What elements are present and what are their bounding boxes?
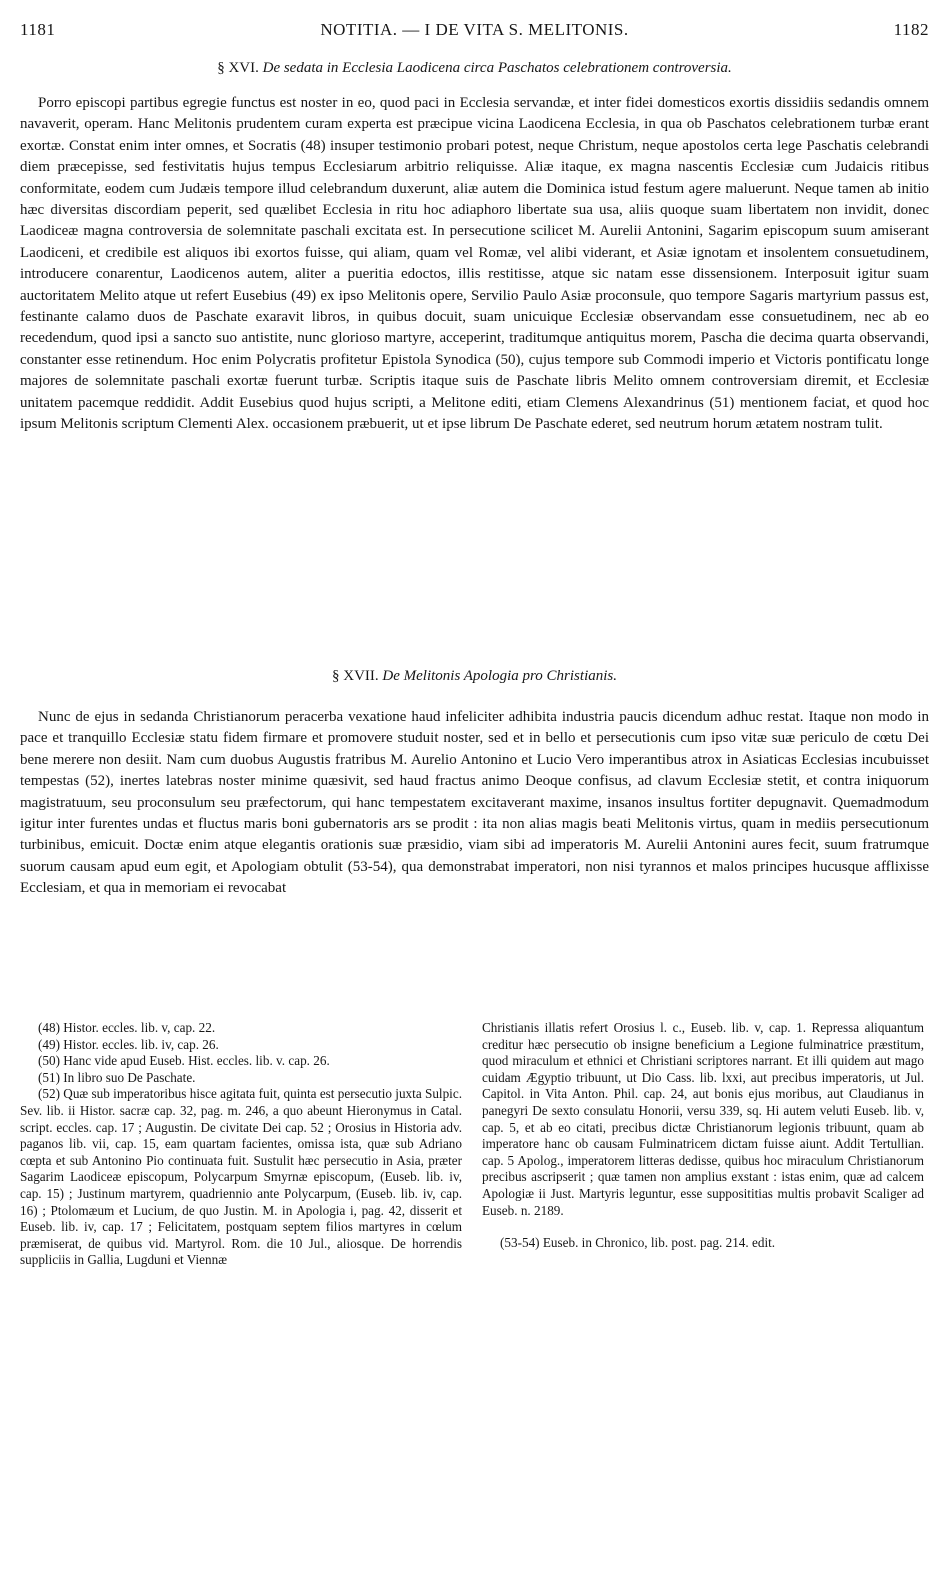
section-17-paragraph: Nunc de ejus in sedanda Christianorum peracerba vexatione haud infeliciter adhibita industria paucis dicendum adhuc restat. Itaque non modo in pace et tranquillo Ecclesiæ statu fidem firmare et promovere studuit noster, sed et in bello et persecutionis cum ipso vitæ suæ periculo de cœtu Dei bene merere non desiit. Nam cum duobus Augustis fratribus M. Aurelio Antonino et Lucio Vero imperantibus atrox in Asiaticas Ecclesias incubuisset tempestas (52), inertes latebras noster minime quæsivit, sed haud fractus animo Deoque confisus, ad clavum Ecclesiæ stetit, et contra iniquorum magistratuum, seu proconsulum seu præfectorum, qui hanc tempestatem excitaverant maxime, insanos insultus fortiter depugnavit. Quemadmodum igitur inter furentes undas et fluctus maris boni gubernatoris ars se prodit : ita non alias magis beati Melitonis virtus, quam in mediis persecutionum turbinibus, emicuit. Doctæ enim atque elegantis orationis suæ præsidio, viam sibi ad imperatoris M. Aurelii Antonini aures fecit, suum fratrumque suorum causam apud eum egit, et Apologiam obtulit (53-54), qua demonstrabat imperatori, non nisi tyrannos et malos principes hucusque afflixisse Ecclesiam, et qua in memoriam ei revocabat <box>20 709 929 897</box>
section-number: § XVII. <box>331 668 379 684</box>
section-16-paragraph: Porro episcopi partibus egregie functus est noster in eo, quod paci in Ecclesia servandæ, et inter fidei domesticos exortis dissidiis sedandis omnem navaverit, operam. Hanc Melitonis prudentem curam experta est præcipue vicina Laodicena Ecclesia, in qua ob Paschatos celebrationem turbæ erant exortæ. Constat enim inter omnes, et Socratis (48) insuper testimonio probari potest, neque Christum, neque apostolos certa lege Paschatis celebrandi diem præcepisse, sed festivitatis hujus tempus Ecclesiarum arbitrio reliquisse. Aliæ itaque, ex magna nascentis Ecclesiæ cum Judaicis ritibus conformitate, eodem cum Judæis tempore illud celebrandum duxerunt, aliæ autem die Dominica istud festum agere maluerunt. Neque tamen ab initio hæc diversitas discordiam peperit, sed quælibet Ecclesia in ritu hoc adiaphoro libertate sua usa, aliis quoque suam libertatem non invidit, donec Laodiceæ magna controversia de solemnitate paschali excitata est. In persecutione scilicet M. Aurelii Antonini, Sagarim episcopum suum amiserant Laodiceni, et credibile est aliquos ibi exortos fuisse, qui aliam, quam vel Romæ, vel alibi viderant, et Asiæ ignotam et insolentem consuetudinem, introducere conarentur, Laodicenos autem, aliter a pueritia edoctos, illis restitisse, atque sic natam esse dissensionem. Interposuit igitur suam auctoritatem Melito atque ut refert Eusebius (49) ex ipso Melitonis opere, Servilio Paulo Asiæ proconsule, quo tempore Sagaris martyrium passus est, festinante calamo duos de Paschate exaravit libros, in quibus docuit, suam unicuique Ecclesiæ observandam esse consuetudinem, nec ab eo recedendum, quod ipsi a sancto suo antistite, nunc glorioso martyre, acceperint, traditumque antiquitus morem, Pascha die decima quarta observandi, constanter esse retinendum. Hoc enim Polycratis profitetur Epistola Synodica (50), cujus tempore sub Commodi imperio et Victoris pontificatu longe majores de solemnitate paschali exortæ fuerunt turbæ. Scriptis itaque suis de Paschate libris Melito omnem controversiam diremit, et Ecclesiæ unitatem pacemque reddidit. Addit Eusebius quod hujus scripti, a Melitone editi, etiam Clemens Alexandrinus (51) mentionem faciat, et quod hoc ipsum Melitonis scriptum Clementi Alex. occasionem præbuerit, ut et ipse librum De Paschate ederet, sed neutrum horum ætatem nostram tulit. <box>20 95 929 433</box>
footnote-52: (52) Quæ sub imperatoribus hisce agitata fuit, quinta est persecutio juxta Sulpic. Sev. lib. ii Histor. sacræ cap. 32, pag. m. 246, a quo abeunt Hieronymus in Catal. script. eccles. cap. 17 ; Augustin. De civitate Dei cap. 52 ; Orosius in Historia adv. paganos lib. vii, cap. 15, eam quartam facientes, omissa ista, quæ sub Adriano cœpta et sub Antonino Pio continuata fuit. Sustulit hæc persecutio in Asia, præter Sagarim Laodiceæ episcopum, Polycarpum Smyrnæ episcopum, (Euseb. lib. iv, cap. 15) ; Justinum martyrem, quadriennio ante Polycarpum, (Euseb. lib. iv, cap. 16) ; Ptolomæum et Lucium, de quo Justin. M. in Apologia i, pag. 42, disserit et Euseb. lib. iv, cap. 17 ; Felicitatem, postquam septem filios martyres in cœlum præmiserat, de quibus vid. Martyrol. Rom. die 10 Jul., aliosque. De horrendis suppliciis in Gallia, Lugduni et Viennæ <box>20 1086 462 1268</box>
footnote-48: (48) Histor. eccles. lib. v, cap. 22. <box>38 1020 216 1035</box>
footnotes-right-column <box>482 1020 924 1252</box>
section-title: De sedata in Ecclesia Laodicena circa Paschatos celebrationem controversia. <box>262 60 732 76</box>
running-header <box>20 20 929 44</box>
section-number: § XVI. <box>217 60 259 76</box>
footnote-51: (51) In libro suo De Paschate. <box>38 1069 196 1085</box>
column-number-right: 1182 <box>893 20 929 39</box>
column-number-left: 1181 <box>20 20 56 39</box>
footnote-52-continued: Christianis illatis refert Orosius l. c., Euseb. lib. v, cap. 1. Repressa aliquantum creditur hæc persecutio ob insigne beneficium a Legione fulminatrice præstitum, quod miraculum et ethnici et Christiani scriptores narrant. Et illi quidem aut mago cuidam Ægyptio tribuunt, ut Dio Cass. lib. lxxi, aut precibus imperatoris, ut Jul. Capitol. in Vita Anton. Phil. cap. 24, aut bonis ejus moribus, aut Claudianus in panegyri De sexto consulatu Honorii, versu 339, sq. Hi autem veluti Euseb. lib. v, cap. 5, et ab eo citati, precibus dictæ Christianorum legionis tribuunt, quam ab imperatore hanc ob causam Fulminatricem dictam fuisse aiunt. Addit Tertullian. cap. 5 Apolog., imperatorem litteras dedisse, quibus hoc miraculum Christianorum precibus ascripserit ; quæ tamen non amplius exstant : istas enim, quæ ad calcem Apologiæ ii Just. Martyris leguntur, esse supposititias multis probavit Scaliger ad Euseb. n. 2189. <box>482 1020 924 1218</box>
footnote-53-54: (53-54) Euseb. in Chronico, lib. post. pag. 214. edit. <box>500 1235 776 1251</box>
footnote-49: (49) Histor. eccles. lib. iv, cap. 26. <box>38 1036 219 1052</box>
footnotes-left-column <box>20 1020 462 1269</box>
running-title: NOTITIA. — I DE VITA S. MELITONIS. <box>320 20 629 39</box>
section-heading-16 <box>20 60 929 77</box>
section-heading-17 <box>20 668 929 685</box>
footnote-50: (50) Hanc vide apud Euseb. Hist. eccles. lib. v. cap. 26. <box>38 1053 330 1069</box>
section-title: De Melitonis Apologia pro Christianis. <box>382 668 617 684</box>
